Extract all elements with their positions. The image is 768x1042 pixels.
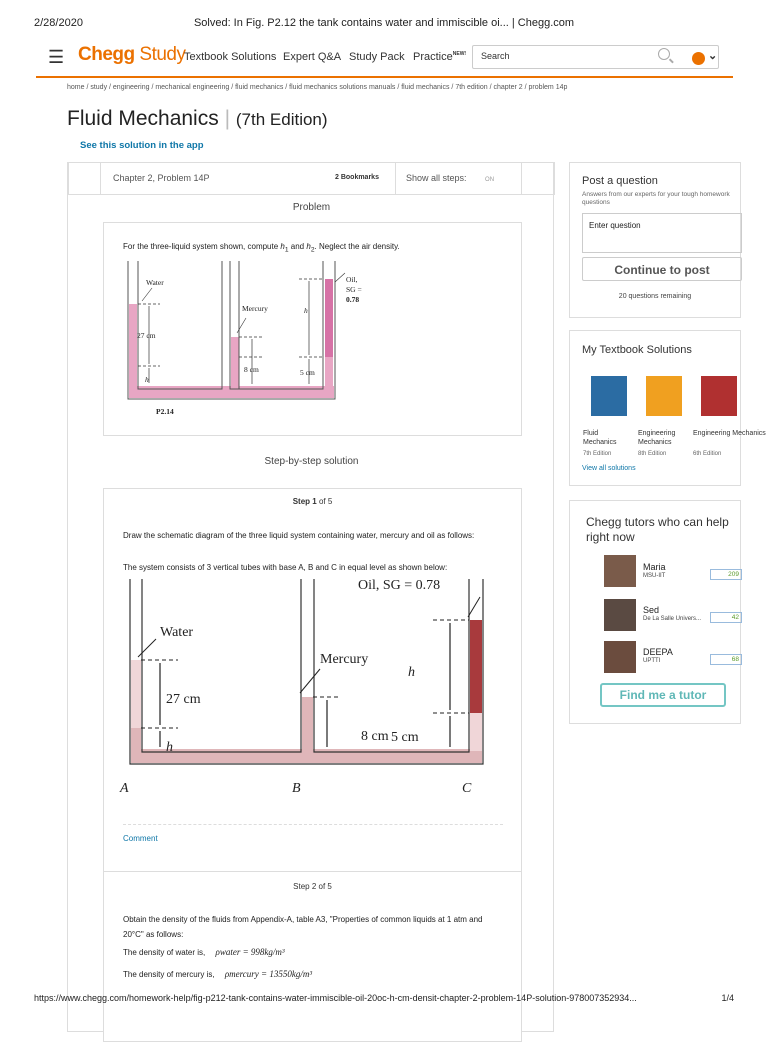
print-date: 2/28/2020 bbox=[34, 17, 83, 29]
step-1-label-of: of 5 bbox=[316, 497, 333, 506]
textbook-solutions-panel bbox=[569, 330, 766, 486]
chapter-tab-row bbox=[68, 162, 555, 195]
fig-h2: h bbox=[304, 306, 308, 315]
step-1-label bbox=[104, 497, 521, 506]
step-1-card bbox=[103, 488, 522, 872]
chapter-label: Chapter 2, Problem 14P bbox=[113, 173, 210, 183]
and-word: and bbox=[288, 242, 307, 251]
footer-page: 1/4 bbox=[721, 993, 734, 1003]
app-link[interactable]: See this solution in the app bbox=[80, 140, 204, 151]
logo-study: Study bbox=[139, 44, 186, 65]
fig-oil-label: Oil, bbox=[346, 275, 358, 284]
find-tutor-button[interactable]: Find me a tutor bbox=[600, 683, 726, 707]
fig-27cm: 27 cm bbox=[137, 331, 156, 340]
step-1-figure bbox=[118, 579, 508, 814]
tutor-name-maria[interactable]: Maria bbox=[643, 562, 666, 572]
book-1-title[interactable]: Fluid Mechanics bbox=[583, 430, 617, 446]
h2-symbol: h bbox=[306, 242, 311, 251]
show-steps-text: Show all steps: bbox=[406, 173, 467, 183]
step-2-card bbox=[103, 872, 522, 1042]
water-density-eq: ρwater = 998kg/m³ bbox=[215, 947, 285, 957]
step-1-text-1: Draw the schematic diagram of the three liquid system containing water, mercury and oil as follows: bbox=[123, 531, 475, 540]
problem-text-post: . Neglect the air density. bbox=[314, 242, 400, 251]
tutor-school-sed: De La Salle Univers... bbox=[643, 616, 702, 622]
book-cover-engineering-mechanics-6[interactable] bbox=[701, 376, 737, 416]
chegg-study-logo[interactable] bbox=[78, 44, 185, 66]
book-3-title[interactable]: Engineering Mechanics bbox=[693, 430, 766, 437]
book-1-edition: 7th Edition bbox=[583, 451, 612, 457]
top-nav bbox=[36, 40, 733, 78]
nav-expert-qa[interactable]: Expert Q&A bbox=[283, 51, 342, 63]
step-2-label: Step 2 of 5 bbox=[293, 882, 332, 891]
book-edition: (7th Edition) bbox=[235, 110, 328, 129]
avatar[interactable] bbox=[692, 52, 705, 65]
search-icon[interactable] bbox=[658, 48, 670, 60]
tutor-school-deepa: UPTTI bbox=[643, 658, 661, 664]
fig1-oil-label: Oil, SG = 0.78 bbox=[358, 578, 441, 593]
chevron-down-icon[interactable]: ⌄ bbox=[708, 50, 718, 62]
step-2-mercury-line bbox=[123, 969, 312, 979]
fig-mercury-label: Mercury bbox=[242, 304, 268, 313]
nav-practice[interactable] bbox=[413, 51, 466, 63]
tutor-score-sed-value: 42 bbox=[731, 614, 739, 621]
step-divider bbox=[123, 824, 503, 825]
tutor-avatar-sed[interactable] bbox=[604, 599, 636, 631]
fig-8cm: 8 cm bbox=[244, 365, 259, 374]
fig-caption: P2.14 bbox=[156, 407, 174, 416]
menu-icon[interactable]: ☰ bbox=[48, 47, 65, 67]
fig1-h1: h bbox=[166, 740, 173, 755]
book-cover-fluid-mechanics[interactable] bbox=[591, 376, 627, 416]
fig1-label-c: C bbox=[462, 781, 472, 796]
fig-h1: h bbox=[145, 375, 149, 384]
book-3-edition: 6th Edition bbox=[693, 451, 722, 457]
nav-study-pack[interactable]: Study Pack bbox=[349, 51, 405, 63]
textbook-solutions-title: My Textbook Solutions bbox=[582, 344, 692, 356]
continue-to-post-button[interactable]: Continue to post bbox=[582, 257, 742, 281]
tutor-school-maria: MSU-IIT bbox=[643, 573, 666, 579]
tutor-avatar-deepa[interactable] bbox=[604, 641, 636, 673]
nav-textbook-solutions[interactable]: Textbook Solutions bbox=[184, 51, 277, 63]
book-2-title[interactable]: Engineering Mechanics bbox=[638, 430, 676, 446]
fig-sg-value: 0.78 bbox=[346, 295, 360, 304]
step-1-text-2: The system consists of 3 vertical tubes with base A, B and C in equal level as shown below: bbox=[123, 563, 448, 572]
fig1-water-label: Water bbox=[160, 625, 194, 640]
bookmarks-button[interactable]: 2 Bookmarks bbox=[335, 174, 379, 181]
h1-sub: 1 bbox=[284, 246, 289, 254]
step-1-label-bold: Step 1 bbox=[292, 497, 317, 506]
book-2-edition: 8th Edition bbox=[638, 451, 667, 457]
tutor-name-sed[interactable]: Sed bbox=[643, 605, 660, 615]
fig1-label-a: A bbox=[120, 781, 129, 796]
step-2-water-line bbox=[123, 947, 285, 957]
questions-remaining: 20 questions remaining bbox=[618, 293, 692, 300]
water-density-label: The density of water is, bbox=[123, 948, 206, 957]
fig-sg-label: SG = bbox=[346, 285, 362, 294]
solution-heading: Step-by-step solution bbox=[264, 456, 359, 467]
post-question-desc: Answers from our experts for your tough homework questions bbox=[582, 191, 730, 206]
fig1-5cm: 5 cm bbox=[391, 730, 419, 745]
tutor-avatar-maria[interactable] bbox=[604, 555, 636, 587]
fig1-mercury-label: Mercury bbox=[320, 652, 369, 667]
step-2-text-1: Obtain the density of the fluids from Appendix-A, table A3, "Properties of common liquids at 1 atm and 20°C" as follows: bbox=[123, 915, 483, 939]
h2-sub: 2 bbox=[310, 246, 315, 254]
problem-text bbox=[123, 242, 400, 254]
nav-practice-label: Practice bbox=[413, 51, 453, 63]
tutors-panel bbox=[569, 500, 741, 724]
logo-chegg: Chegg bbox=[78, 44, 135, 65]
h1-symbol: h bbox=[280, 242, 285, 251]
post-question-title: Post a question bbox=[582, 175, 658, 187]
mercury-density-label: The density of mercury is, bbox=[123, 970, 215, 979]
print-footer bbox=[34, 993, 734, 1003]
problem-card bbox=[103, 222, 522, 436]
tutor-name-deepa[interactable]: DEEPA bbox=[643, 647, 673, 657]
book-cover-engineering-mechanics-8[interactable] bbox=[646, 376, 682, 416]
tutor-score-deepa bbox=[710, 654, 742, 665]
search-input[interactable]: Search bbox=[472, 45, 719, 69]
problem-figure bbox=[124, 261, 362, 421]
tutor-score-maria-value: 209 bbox=[728, 571, 739, 578]
fig1-8cm: 8 cm bbox=[361, 729, 389, 744]
fig-water-label: Water bbox=[146, 278, 164, 287]
post-question-panel bbox=[569, 162, 741, 318]
question-input[interactable]: Enter question bbox=[582, 213, 742, 253]
book-title: Fluid Mechanics bbox=[67, 107, 219, 130]
new-badge: NEW! bbox=[452, 51, 467, 57]
footer-url: https://www.chegg.com/homework-help/fig-p212-tank-contains-water-immiscible-oil-20oc-h-cm-densit-chapter-2-problem-14P-solution-978007352934... bbox=[34, 993, 637, 1003]
tutors-title: Chegg tutors who can help right now bbox=[586, 515, 729, 544]
fig1-label-b: B bbox=[292, 781, 301, 796]
page-title: Fluid Mechanics | (7th Edition) bbox=[67, 107, 328, 130]
view-all-solutions-link[interactable]: View all solutions bbox=[582, 465, 636, 472]
breadcrumb[interactable]: home / study / engineering / mechanical engineering / fluid mechanics / fluid mechanics solutions manuals / fluid mechanics / 7th edition / chapter 2 / problem 14p bbox=[67, 84, 568, 91]
fig1-h2: h bbox=[408, 665, 415, 680]
tutor-score-deepa-value: 68 bbox=[731, 656, 739, 663]
tab-spacer bbox=[69, 163, 101, 194]
fig1-27cm: 27 cm bbox=[166, 692, 201, 707]
show-steps-label bbox=[395, 163, 522, 194]
main-content bbox=[67, 162, 554, 1032]
problem-heading: Problem bbox=[292, 202, 331, 213]
tutor-score-sed bbox=[710, 612, 742, 623]
fig-5cm: 5 cm bbox=[300, 368, 315, 377]
print-title: Solved: In Fig. P2.12 the tank contains water and immiscible oi... | Chegg.com bbox=[193, 17, 575, 29]
comment-link[interactable]: Comment bbox=[123, 834, 158, 843]
mercury-density-eq: ρmercury = 13550kg/m³ bbox=[224, 969, 313, 979]
tutor-score-maria bbox=[710, 569, 742, 580]
show-steps-toggle[interactable]: ON bbox=[485, 177, 495, 183]
problem-text-pre: For the three-liquid system shown, compute bbox=[123, 242, 281, 251]
